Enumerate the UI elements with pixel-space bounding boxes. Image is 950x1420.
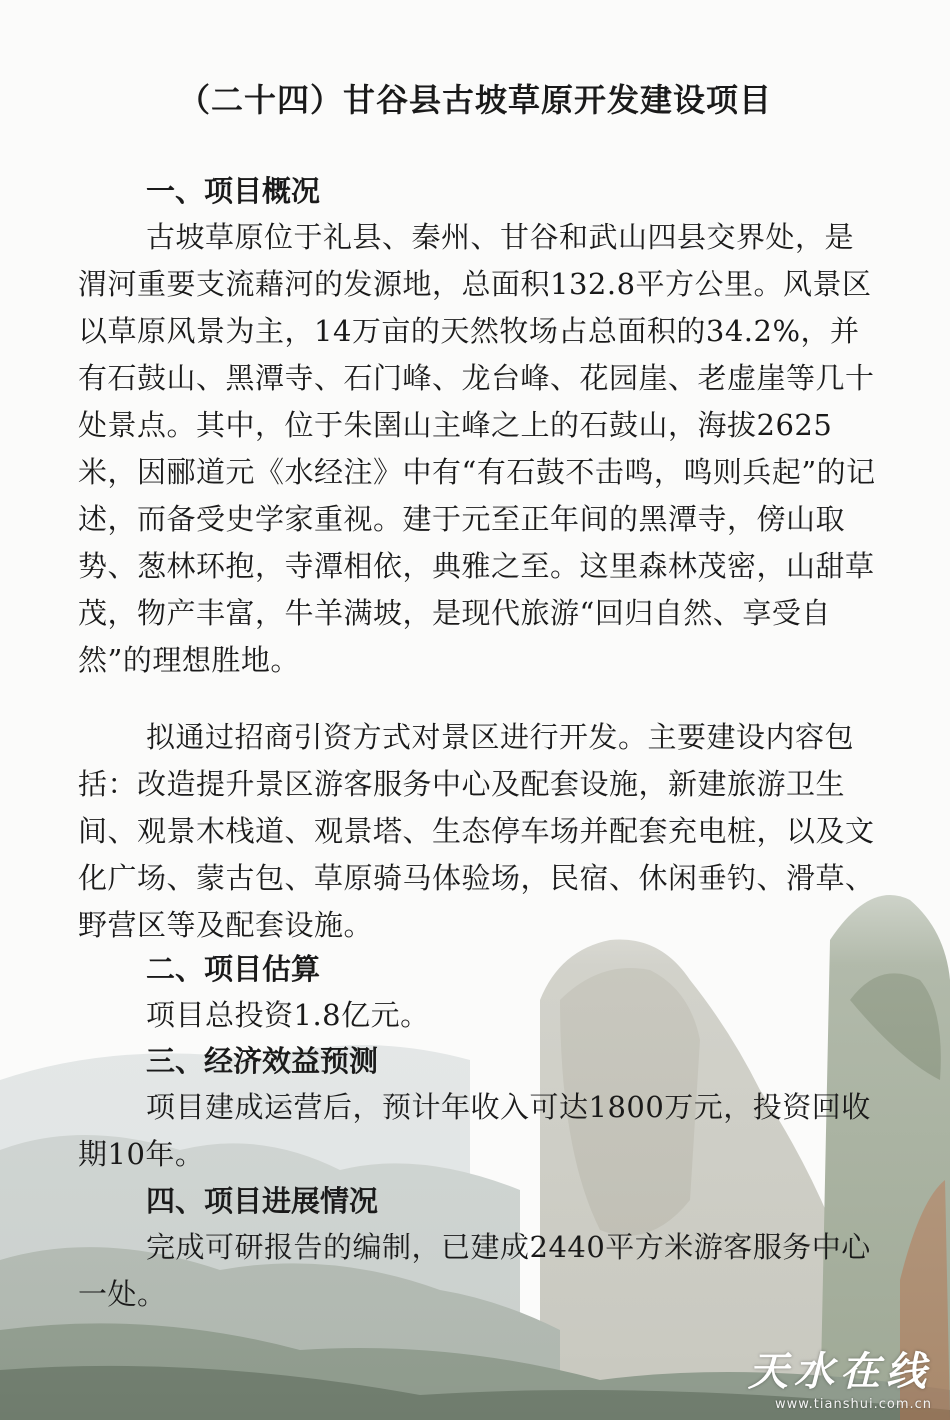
estimate-paragraph: 项目总投资1.8亿元。 xyxy=(146,998,430,1032)
watermark xyxy=(748,1340,932,1412)
benefit-paragraph: 项目建成运营后，预计年收入可达1800万元，投资回收期10年。 xyxy=(78,1090,871,1171)
overview-paragraph-2: 拟通过招商引资方式对景区进行开发。主要建设内容包括：改造提升景区游客服务中心及配套设施，新建旅游卫生间、观景木栈道、观景塔、生态停车场并配套充电桩，以及文化广场、蒙古包、草原骑马体验场，民宿、休闲垂钓、滑草、野营区等及配套设施。 xyxy=(78,720,875,942)
page-title: （二十四）甘谷县古坡草原开发建设项目 xyxy=(177,81,772,119)
section-heading-progress: 四、项目进展情况 xyxy=(146,1184,379,1218)
progress-paragraph: 完成可研报告的编制，已建成2440平方米游客服务中心一处。 xyxy=(78,1230,871,1311)
watermark-logo-text: 天水在线 xyxy=(748,1349,932,1395)
section-heading-estimate: 二、项目估算 xyxy=(146,952,321,986)
overview-paragraph-1: 古坡草原位于礼县、秦州、甘谷和武山四县交界处，是渭河重要支流藉河的发源地，总面积132.8平方公里。风景区以草原风景为主，14万亩的天然牧场占总面积的34.2%，并有石鼓山、黑潭寺、石门峰、龙台峰、花园崖、老虚崖等几十处景点。其中，位于朱圉山主峰之上的石鼓山，海拔2625米，因郦道元《水经注》中有“有石鼓不击鸣，鸣则兵起”的记述，而备受史学家重视。建于元至正年间的黑潭寺，傍山取势、葱林环抱，寺潭相依，典雅之至。这里森林茂密，山甜草茂，物产丰富，牛羊满坡，是现代旅游“回归自然、享受自然”的理想胜地。 xyxy=(78,220,876,677)
watermark-url: www.tianshui.com.cn xyxy=(774,1397,932,1412)
section-heading-overview: 一、项目概况 xyxy=(146,174,321,208)
section-heading-benefit: 三、经济效益预测 xyxy=(146,1044,379,1078)
